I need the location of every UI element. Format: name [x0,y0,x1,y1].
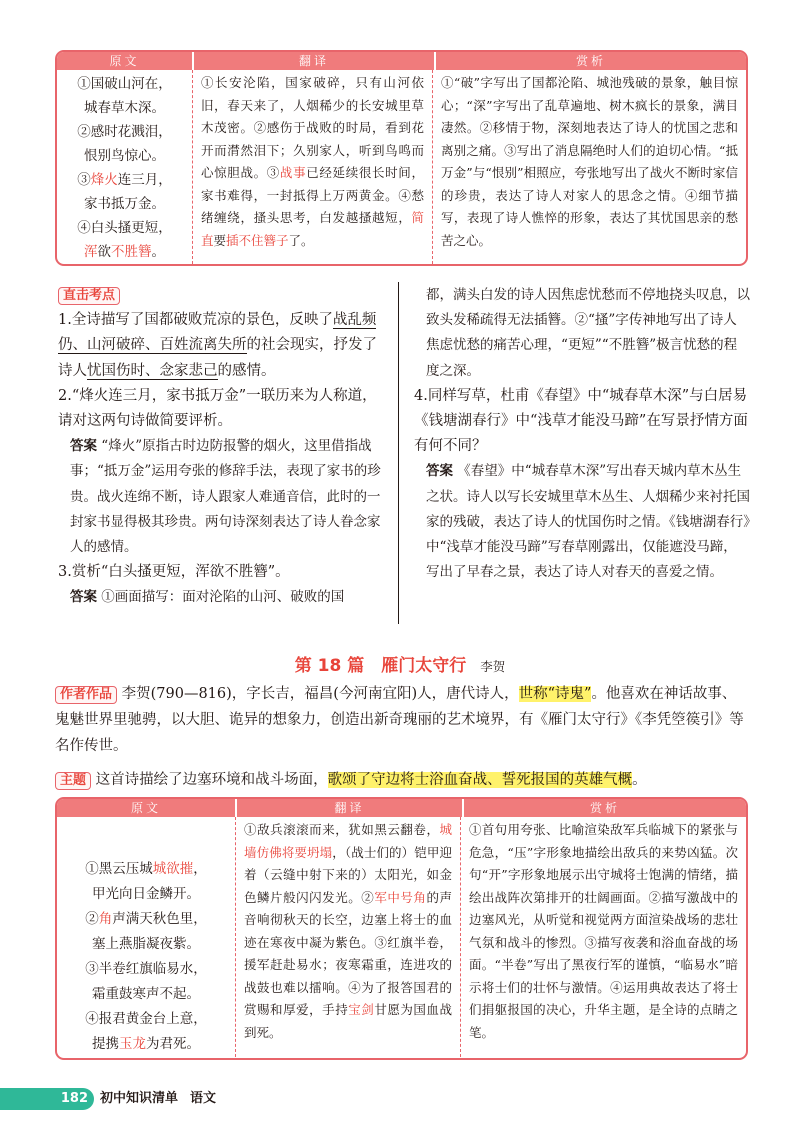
theme: 主题 这首诗描绘了边塞环境和战斗场面，歌颂了守边将士浴血奋战、誓死报国的英雄气概。 [55,767,750,793]
answer-2: 答案 “烽火”原指古时边防报警的烟火，这里借指战事；“抵万金”运用夸张的修辞手法，表现了家书的珍贵。战火连绵不断，诗人跟家人难通音信，此时的一封家书显得极其珍贵。两句诗深刻表达了诗人眷念家人的感情。 [70,438,381,556]
page-footer [0,1088,800,1110]
poem-line: ④白头搔更短， [77,220,172,236]
theme-tag: 主题 [55,772,91,790]
column-divider [398,282,399,624]
poem-line: 城春草木深。 [84,100,165,116]
poem-line: 家书抵万金。 [84,196,165,212]
analysis-text: ①“破”字写出了国都沦陷、城池残破的景象，触目惊心；“深”字写出了乱草遍地、树木疯长的景象，满目凄然。②移情于物，深刻地表达了诗人的忧国之悲和离别之痛。③写出了消息隔绝时人们的迫切心情。“抵万金”与“恨别”相照应，夸张地写出了战火不断时家信的珍贵，表达了诗人对家人的思念之情。④细节描写，表现了诗人憔悴的形象，表达了其忧国思亲的愁苦之心。 [432,70,746,264]
exam-points-left [58,283,388,611]
answer-3: 答案 ①画面描写：面对沦陷的山河、破败的国 [70,589,345,606]
answer-4: 答案 《春望》中“城春草木深”写出春天城内草木丛生之状。诗人以写长安城里草木丛生、人烟稀少来衬托国家的残破，表达了诗人的忧国伤时之情。《钱塘湖春行》中“浅草才能没马蹄”写春草刚露出，仅能遮没马蹄，写出了早春之景，表达了诗人对春天的喜爱之情。 [426,463,750,581]
table-2-header [57,799,746,817]
poem-table-1 [55,50,748,266]
poem-line: 恨别鸟惊心。 [84,148,165,164]
poem-line: ③烽火连三月， [77,172,172,188]
author-info-tag: 作者作品 [55,686,117,704]
question-4: 4.同样写草，杜甫《春望》中“城春草木深”与白居易《钱塘湖春行》中“浅草才能没马蹄”在写景抒情方面有何不同？ [414,387,748,455]
original-poem [57,70,192,264]
book-name: 初中知识清单 [100,1091,179,1106]
answer-3-continued: 都，满头白发的诗人因焦虑忧愁而不停地挠头叹息，以致头发稀疏得无法插簪。②“搔”字传神地写出了诗人焦虑忧愁的痛苦心理，“更短”“不胜簪”极言忧愁的程度之深。 [426,287,750,379]
analysis-text: ①首句用夸张、比喻渲染敌军兵临城下的紧张与危急，“压”字形象地描绘出敌兵的来势凶猛。次句“开”字形象地展示出守城将士饱满的情绪，描绘出战阵次第排开的壮阔画面。②描写激战中的边塞风光，从听觉和视觉两方面渲染战场的悲壮气氛和战斗的惨烈。③描写夜袭和浴血奋战的场面。“半卷”写出了黑夜行军的谨慎，“临易水”暗示将士们的壮怀与激情。④运用典故表达了将士们捐躯报国的决心，升华主题，是全诗的点睛之笔。 [460,817,746,1057]
poem-line: ①黑云压城城欲摧， [85,861,207,877]
header-translation: 翻译 [192,52,434,70]
subject-name: 语文 [190,1091,217,1106]
poem-author: 李贺 [480,659,506,674]
translation-text: ①敌兵滚滚而来，犹如黑云翻卷，城墙仿佛将要坍塌，（战士们的）铠甲迎着（云缝中射下来的）太阳光，如金色鳞片般闪闪发光。②军中号角的声音响彻秋天的长空，边塞上将士的血迹在寒夜中凝为紫色。③红旗半卷，援军赶赴易水；夜寒霜重，连进攻的战鼓也难以擂响。④为了报答国君的赏赐和厚爱，手持宝剑甘愿为国血战到死。 [235,817,460,1057]
poem-line: ③半卷红旗临易水， [85,961,207,977]
question-2: 2.“烽火连三月，家书抵万金”一联历来为人称道，请对这两句诗做简要评析。 [58,387,377,430]
exam-points-right [414,283,750,585]
question-1: 1.全诗描写了国都破败荒凉的景色，反映了战乱频仍、山河破碎、百姓流离失所的社会现实，抒发了诗人忧国伤时、念家悲己的感情。 [58,312,377,379]
question-3: 3.赏析“白头搔更短，浑欲不胜簪”。 [58,564,290,581]
section-title [0,651,800,676]
header-translation: 翻译 [235,799,462,817]
author-info: 作者作品 李贺(790—816)，字长吉，福昌(今河南宜阳)人，唐代诗人，世称“诗鬼”。他喜欢在神话故事、鬼魅世界里驰骋，以大胆、诡异的想象力，创造出新奇瑰丽的艺术境界，有《雁门太守行》《李凭箜篌引》等名作传世。 [55,686,744,754]
poem-title: 第 18 篇 雁门太守行 [294,656,467,676]
poem-line: 塞上燕脂凝夜紫。 [92,936,200,952]
header-original: 原文 [109,54,140,68]
poem-table-2 [55,797,748,1060]
poem-line: ②感时花溅泪， [77,124,172,140]
exam-points-tag: 直击考点 [58,287,120,305]
poem-line: 提携玉龙为君死。 [92,1036,200,1052]
poem-line: ①国破山河在， [77,76,172,92]
table-1-header [57,52,746,70]
header-analysis: 赏析 [434,52,746,70]
original-poem [57,817,235,1057]
poem-line: 浑欲不胜簪。 [84,244,165,260]
translation-text: ①长安沦陷，国家破碎，只有山河依旧，春天来了，人烟稀少的长安城里草木茂密。②感伤于战败的时局，看到花开而潸然泪下；久别家人，听到鸟鸣而心惊胆战。③战事已经延续很长时间，家书难得，一封抵得上万两黄金。④愁绪缠绕，搔头思考，白发越搔越短，简直要插不住簪子了。 [192,70,432,264]
poem-line: ④报君黄金台上意， [85,1011,207,1027]
header-analysis: 赏析 [462,799,746,817]
poem-line: 甲光向日金鳞开。 [92,886,200,902]
page-number: 182 [0,1088,94,1110]
header-original: 原文 [130,801,161,815]
poem-line: 霜重鼓寒声不起。 [92,986,200,1002]
poem-line: ②角声满天秋色里， [85,911,207,927]
